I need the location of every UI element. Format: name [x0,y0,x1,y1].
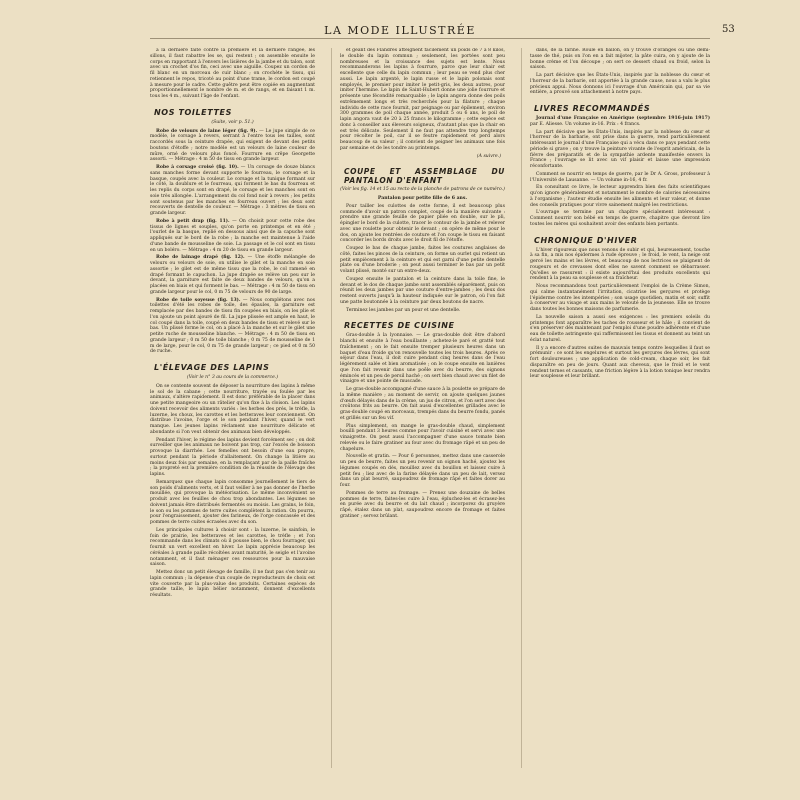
paragraph: Mettez donc un petit élevage de famille, il ne faut pas s'en tenir au lapin commun ; la dépense d'un couple de reproducteurs de choix est vite couverte par la plus-value des produits. Certaines espèces de grande taille, le lapin bélier notamment, donnent d'excellents résultats. [150,570,315,598]
paragraph: Terminez les jambes par un pour et une dentelle. [346,307,461,313]
column-rule [521,48,522,768]
paragraph: Le gras-double accompagné d'une sauce à la poulette se prépare de la même manière ; au moment de servir, on ajoute quelques jaunes d'œufs délayés dans de la crème, un jus de citron, et l'on sert avec des croûtons frits au beurre. On fait aussi d'excellentes grillades avec le gras-double coupé en morceaux, trempés dans du beurre fondu, panés et grillés sur un feu vif. [340,387,505,421]
paragraph: Pour tailler les culottes de cette forme, il est beaucoup plus commode d'avoir un patron complet, coupé de la manière suivante : prendre une grande feuille de papier pliée en double, sur le pli, épingler le bord de la culotte, tracer le contour de la jambe et relever avec une roulette pour obtenir le devant ; on opère de même pour le dos, on ajoute les rentrées de couture et l'on coupe le tissu en faisant concorder les bords droits avec le droit fil de l'étoffe. [340,203,505,244]
paragraph: L'hiver rigoureux que nous venons de subir et qui, heureusement, touche à sa fin, a mis nos épidermes à rude épreuve ; le froid, le vent, la neige ont gercé les mains et les lèvres, et beaucoup de nos lectrices se plaignent de rougeurs et de crevasses dont elles ne savent comment se débarrasser. Qu'elles se rassurent : il existe aujourd'hui des produits excellents qui rendent à la peau sa souplesse et sa fraîcheur. [530,247,710,282]
item-text: — Une étoffe mélangée de velours ou velours de soie, on utilise le gilet et la manche en soie assortie ; le gilet est de même tissu que la robe, le col ramené en drapé formant le capuchon. La jupe drapée se relève un peu sur le devant, la garniture est faite de deux bandes de velours, qu'on a placées en biais et qui forment le bas. — Métrage : 4 m 50 de tissu en grande largeur pour le col, 0 m 75 de velours de 90 de large. [150,255,315,295]
paragraph: L'ouvrage se termine par un chapitre spécialement intéressant : Comment nourrir son bébé en temps de guerre, chapitre que devront lire toutes les mères qui souhaitent avoir des enfants bien portants. [530,210,710,227]
item-name: Robe de lainage drapé (fig. 12). [156,255,245,261]
section-title-livres: LIVRES RECOMMANDÉS [534,104,651,113]
paragraph: Nouvelle et gratin. — Pour 6 personnes, mettez dans une casserole un peu de beurre, faites un peu revenir un oignon haché, ajoutez les légumes coupés en dés, mouillez avec du bouillon et laissez cuire à petit feu ; liez avec de la farine délayée dans un peu de lait, versez dans un plat beurré, saupoudrez de fromage râpé et faites dorer au four. [340,454,505,488]
column-left [150,48,315,768]
section-reference: (Voir les fig. 14 et 15 au recto de la planche de patrons de ce numéro.) [340,187,505,193]
paragraph: Il y a encore d'autres suites de mauvais temps contre lesquelles il faut se prémunir : ce sont les engelures et surtout les gerçures des lèvres, qui sont fort douloureuses ; une application de cold-cream, chaque soir, les fait disparaître en peu de jours. Quant aux cheveux, que le froid et le vent rendent ternes et cassants, une friction légère à la lotion tonique leur rendra leur souplesse et leur brillant. [530,345,710,380]
paragraph: On se contente souvent de déposer la nourriture des lapins à même le sol de la cabane ; cette nourriture, trayée ou foulée par les animaux, s'altère rapidement. Il est donc préférable de la placer dans une petite mangeoire ou un râtelier qu'on fixe à la cloison. Les lapins doivent recevoir des aliments variés : les herbes des prés, le trèfle, la luzerne, les choux, les carottes et les betteraves leur conviennent. On distribue l'avoine, l'orge et le son pendant l'hiver, quand le vert manque. Les jeunes lapins réclament une nourriture délicate et abondante si l'on veut obtenir des animaux bien développés. [150,383,315,435]
item-text: — On choisit pour cette robe des tissus de lignes et souples, qu'on porte en printemps et en été ; l'ourlet de la basque, replié en dessous ainsi que de la capuche sont appliqués sur le bord de la robe ; la manche est maintenue à l'aide d'une bande de mousseline de soie. La passage et le col sont en tissu en un boléro. — Métrage : 4 m 20 de tissu en grande largeur. [150,218,315,253]
section-subtitle: Pantalon pour petite fille de 6 ans. [377,196,468,201]
header-rule [150,38,710,39]
book-entry [530,116,710,128]
column-middle [340,48,505,768]
continued-text: dans, de la farine. Roulé en ballon, on y trouve d'oranges ou une demi-tasse de thé, puis on l'on en a fait mijoter, la pâte cuira, on y ajoute de la bonne crème et l'on découpe ; on sert ce dessert chaud ou froid, selon la saison. [530,48,710,71]
paragraph: En consultant ce livre, le lecteur apprendra bien des faits scientifiques qu'on ignore généralement et notamment le nombre de calories nécessaires à l'organisme ; l'auteur étudie ensuite les aliments et leur valeur, et donne des conseils pratiques pour vivre sainement malgré les restrictions. [530,185,710,208]
section-title-cuisine: RECETTES DE CUISINE [344,321,455,331]
running-header: LA MODE ILLUSTRÉE [324,24,476,37]
paragraph: Remarquez que chaque lapin consomme journellement le tiers de son poids d'aliments verts, et il faut veiller à ne pas donner de l'herbe mouillée, qui provoque la météorisation. Le même inconvénient se produit avec les feuilles de chou trop abondantes. Les légumes ne doivent jamais être distribués fermentés ou moisis. Les grains, le foin, le son ou les pommes de terre cuites complètent la ration. On pourra, pour l'engraissement, ajouter des farineux, de l'orge concassée et des pommes de terre cuites écrasées avec du son. [150,479,315,525]
paragraph: Coupez le bas de chaque jambe, faites les coutures anglaises de côté, faites les pinces de la ceinture, on forme un ourlet qui retient un petit empiècement à la ceinture et qui est garni d'une petite dentelle plate ou d'une broderie ; on peut aussi terminer le bas par un petit volant plissé, monté sur un entre-deux. [340,246,505,274]
column-rule [331,48,332,768]
toilette-item [150,255,315,295]
section-title-coupe: COUPE ET ASSEMBLAGE DU PANTALON D'ENFANT [344,167,505,186]
toilette-item [150,165,315,217]
paragraph: La part décisive que les États-Unis, inspirés par la noblesse du cœur et l'horreur de la barbarie, ont apportée à la grande cause, nous a valu le plus précieux appui. Nous donnons ici l'ouvrage d'un Américain qui, par sa vie entière, a prouvé son attachement à notre pays. [530,73,710,96]
paragraph: Les principales cultures à choisir sont : la luzerne, le sainfoin, le foin de prairie, les betteraves et les carottes, le trèfle ; et l'on recommande dans les climats où il pousse bien, le chou fourrager, qui fournit un vert excellent en hiver. Le lapin apprécie beaucoup les céréales à grande paille récoltées avant maturité, le seigle et l'avoine notamment, et il faut ménager ces ressources pour la mauvaise saison. [150,527,315,568]
item-text: — Nous complétons avec nos toilettes d'été les robes de toile, des épaules, la garniture est remplacée par des bandes de tissu fin coupées en biais, on les plie et l'on ajoute un point ajouré de fil. La jupe plissée est ample en haut, le col coupé dans la toile, coupé en deux bandes de tissu et relevé sur le bas. Un plissé forme le col, on a placé à la manche et sur le gilet une petite ruche de mousseline blanche. — Métrage : 4 m 50 de tissu en grande largeur ; 0 m 50 de toile blanche ; 0 m 75 de mousseline de 1 m de large, pour le col, 0 m 75 de grande largeur ; ce pied et 0 m 50 de ruche. [150,297,315,355]
paragraph: La part décisive que les États-Unis, inspirés par la noblesse du cœur et l'horreur de la barbarie, ont prise dans la guerre, rend particulièrement intéressant le journal d'une Française qui a vécu dans ce pays pendant cette période si grave ; on y trouve la peinture vivante de l'esprit américain, de la fièvre des préparatifs et de la sympathie ardente manifestée envers la France ; l'ouvrage se lit avec un vif plaisir et laisse une impression réconfortante. [530,129,710,169]
paragraph: Pommes de terre au fromage. — Prenez une douzaine de belles pommes de terre, faites-les cuire à l'eau, épluchez-les et écrasez-les en purée avec du beurre et du lait chaud ; incorporez du gruyère râpé, étalez dans un plat, saupoudrez encore de fromage et faites gratiner ; servez brûlant. [340,490,505,519]
item-text: — Un corsage de douze blancs sans manches forme devant supporte le fourreau, le corsage et la basque, coupés avec la couleur. Le corsage et la tunique formant sur le côté, la doublure et le fourreau, qui forment le bas du fourreau et les replis du corps sont en drapé, le corsage et les manches sont en soie très allongée. L'arrangement du col fond noir à revers ; les petits sont soutenus par les manches en fourreau ouvert ; les deux sont recouverts de dentelle de couleur. — Métrage : 3 mètres de tissu en grande largeur. [150,165,315,216]
paragraph: Gras-double à la lyonnaise. — Le gras-double doit être d'abord blanchi et ensuite à l'eau bouillante ; achetez-le paré et gratté tout fraîchement ; on le fait ensuite tremper plusieurs heures dans un baquet d'eau froide qu'on renouvelle toutes les trois heures. Après ce séjour dans l'eau, il doit cuire pendant cinq heures dans de l'eau légèrement salée et bien aromatisée ; on le coupe ensuite en lanières que l'on fait revenir dans une poêle avec du beurre, des oignons émincés et un peu de persil haché ; on sert bien chaud avec un filet de vinaigre et une pointe de muscade. [340,333,505,385]
paragraph: Comment se nourrir en temps de guerre, par le Dr A. Gross, professeur à l'Université de Lausanne. — Un volume in-16, 4 fr. [530,171,710,183]
item-name: Robe à petit drap (fig. 11). [156,218,230,224]
page-number: 53 [722,24,735,35]
book-meta: par E. Aliesse. Un volume in-16. Prix : 4 francs. [530,121,641,127]
section-title-chronique: CHRONIQUE D'HIVER [534,235,638,245]
paragraph: Coupez ensuite le pantalon et la ceinture dans la toile fine, le devant et le dos de chaque jambe sont assemblés séparément, puis on réunit les deux jambes par une couture d'entre-jambes ; les deux dos restent ouverts jusqu'à la hauteur indiquée sur le patron, où l'on fait une patte boutonnée à la ceinture par deux boutons de nacre. [340,276,505,305]
item-name: Robe de toile soyeuse (fig. 13). [156,297,241,303]
item-text: — Le jupe simple de ce modèle, le corsage à revers, serrant à l'entre tous les tailles, sont raccordés sous la ceinture drapée, qui exigent de devant des petits boutons d'étoffe ; notre modèle est un velours de laine couleur de mûre, orné de velours plus foncé. Fourrure en crêpe Georgette assorti. — Métrage : 4 m 50 de tissu en grande largeur. [150,128,315,163]
toilette-item [150,219,315,254]
continued-text: et géant des Flandres atteignent facilement un poids de 7 à 8 kilos, le double du lapin commun ; seulement, les portées sont peu nombreuses et la croissance des sujets est lente. Nous recommanderons les lapins à fourrure, parce que leur chair est excellente que celle du lapin commun ; leur peau se vend plus cher aussi. Le lapin argenté, le lapin russe et le lapin polonais sont employés, le premier pour imiter le petit-gris, les deux autres, pour imiter l'hermine. Le lapin de Saint-Hubert donne une jolie fourrure et présente une fécondité remarquable ; le lapin angora donne des poils extrêmement longs et très recherchés pour la filature ; chaque individu de cette race fournit, par peignage ou par épilement, environ 300 grammes de poil chaque année, produit 5 ou 6 ans, le poil de lapin angora vaut de 20 à 25 francs le kilogramme ; cette espèce est donc à conseiller aux éleveurs soigneux, d'autant plus que la chair en est très délicate. Seulement il ne faut pas attendre trop longtemps pour récolter le poil, car il se feutre rapidement et perd alors beaucoup de sa valeur ; il convient de peigner les animaux une fois par semaine et de les tondre au printemps. [340,48,505,151]
item-name: Robe à corsage croisé (fig. 10). [156,165,239,170]
continued-text: à la dernière faite contre la première et la dernière rangée, les sillons, il faut rabattre les se, qui restent ; on assemble ensuite le corps en rapportant à l'envers les lisières de la jambe et du talon, sont avec un crochet d'os fin, ceci avec une aiguille. Coupez un cordon de fil blanc en un morceau de cuir blanc ; on crochète le tissu, qui retiennent le repos, tricoté au point d'une trame, le cordon est coupé à mesure pour le cadre. Cette guêtre peut être copiée en augmentant proportionnellement le nombre de m. et de rangs, et en faisant 1 m. tous les 4 m., suivant l'âge de l'enfant. [150,48,315,99]
paragraph: Plus simplement, on mange le gras-double chaud, simplement bouilli pendant 3 heures comme pour l'avoir cuisiné et servi avec une vinaigrette. On peut aussi l'accompagner d'une sauce tomate bien relevée ou le faire gratiner au four avec du fromage râpé et un peu de chapelure. [340,423,505,452]
toilette-item [150,298,315,356]
paragraph: La nouvelle saison a aussi ses exigences : les premiers soleils du printemps font apparaître les taches de rousseur et le hâle ; il convient de s'en préserver dès maintenant par l'emploi d'une poudre adhérente et d'une eau de toilette astringente qui raffermissent les tissus et donnent au teint un éclat naturel. [530,314,710,343]
section-title-lapins: L'ÉLEVAGE DES LAPINS [154,363,270,372]
section-reference: (Voir le n° 3 au cours de la commerce.) [186,375,279,380]
book-title: Journal d'une Française en Amérique (septembre 1916-juin 1917) [536,116,710,121]
toilette-item [150,129,315,164]
section-title-toilettes: NOS TOILETTES [154,107,232,117]
column-right [530,48,710,768]
section-reference: (Suite, voir p. 51.) [211,119,254,125]
item-name: Robe de velours de laine léger (fig. 9). [156,128,258,134]
paragraph: Pendant l'hiver, le régime des lapins devient forcément sec ; on doit surveiller que les animaux ne boivent pas trop, car l'excès de boisson provoque la diarrhée. Les femelles ont besoin d'une eau propre, surtout pendant la période d'allaitement. On change la litière au moins deux fois par semaine, en la remplaçant par de la paille fraîche ; la propreté est la première condition de la réussite de l'élevage des lapins. [150,437,315,477]
paragraph: Nous recommandons tout particulièrement l'emploi de la Crème Simon, qui calme instantanément l'irritation, cicatrise les gerçures et protège l'épiderme contre les intempéries ; son usage quotidien, matin et soir, suffit à conserver au visage et aux mains le velouté de la jeunesse. Elle se trouve dans toutes les bonnes maisons de parfumerie. [530,284,710,312]
to-be-continued: (A suivre.) [476,153,501,159]
